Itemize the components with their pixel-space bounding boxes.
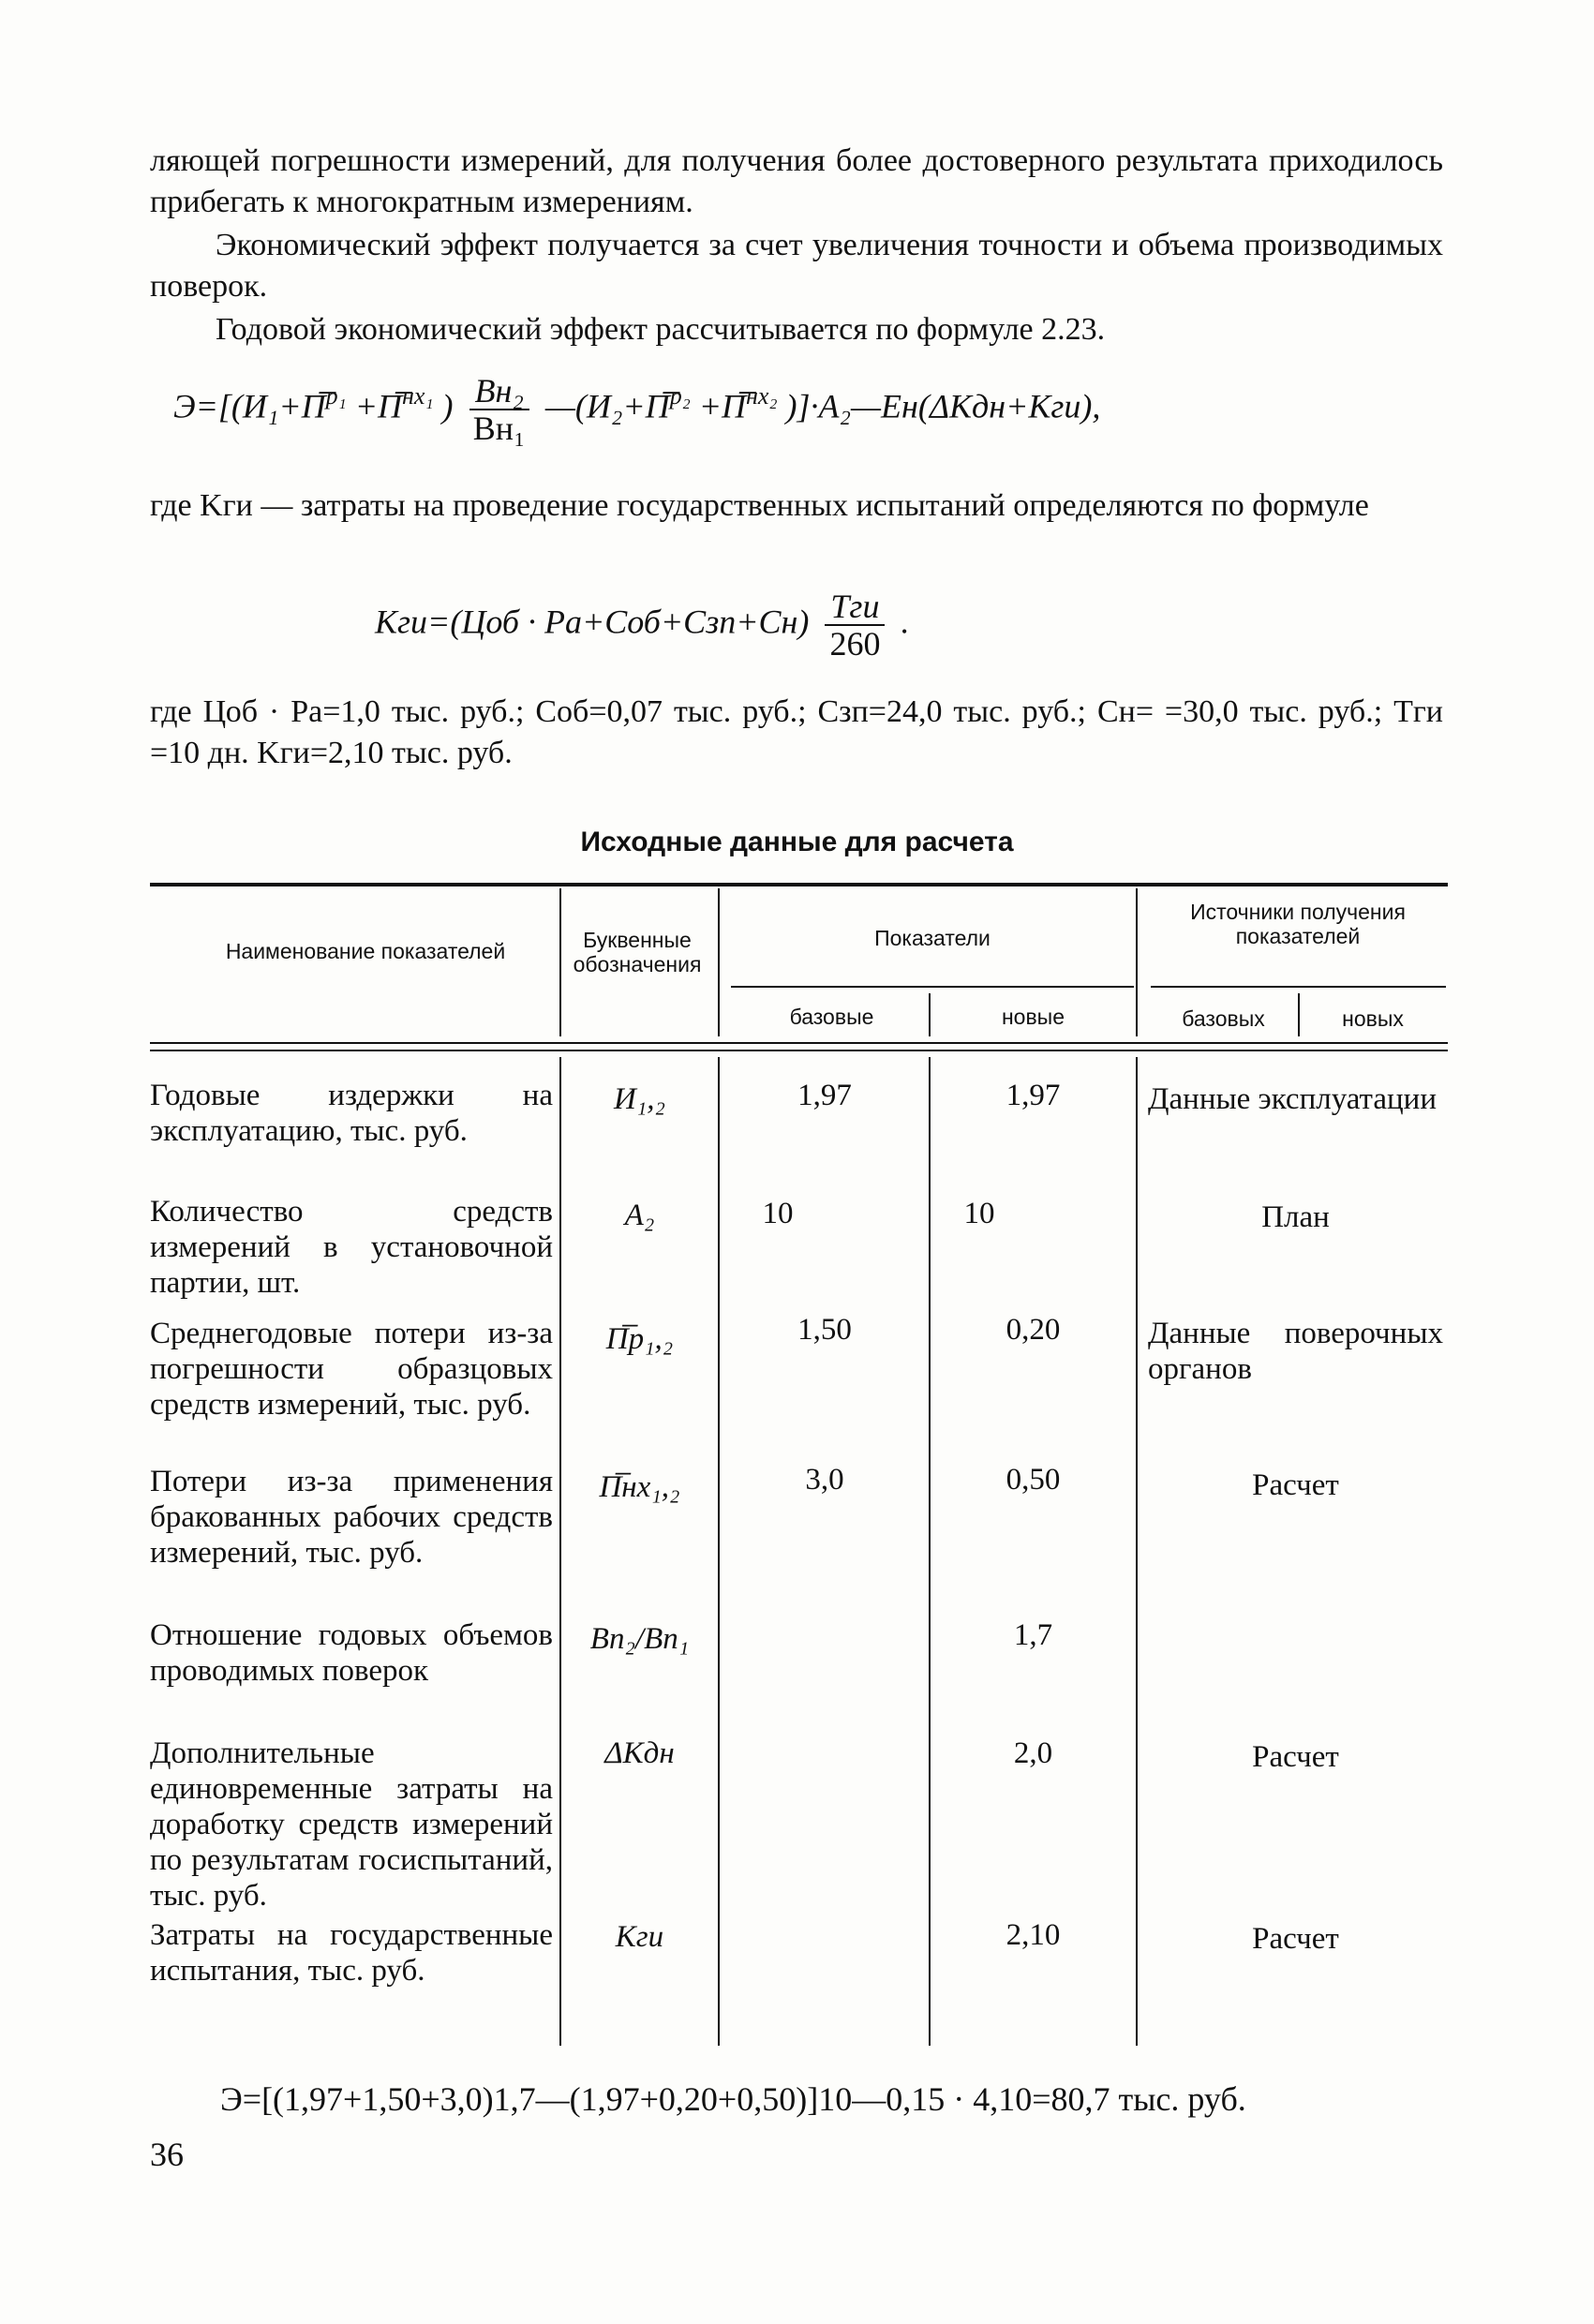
formula1-frac-den: Bн₁: [472, 410, 526, 447]
row-7-source: Расчет: [1252, 1922, 1339, 1956]
formula1-sup1: р₁: [325, 382, 347, 410]
row-1-name: Годовые издержки на эксплуатацию, тыс. руб.: [150, 1079, 553, 1148]
header-src-new: новых: [1342, 1006, 1404, 1031]
row-4-base: 3,0: [805, 1463, 844, 1497]
paragraph-3: Годовой экономический эффект рассчитывается по формуле 2.23.: [216, 312, 1106, 347]
formula-state-tests-cost: [375, 588, 909, 662]
row-1-new: 1,97: [1006, 1079, 1061, 1112]
row-4-new: 0,50: [1006, 1463, 1061, 1497]
row-6-new: 2,0: [1013, 1736, 1053, 1770]
formula1-part4: —(И₂+П̅: [544, 387, 670, 425]
row-5-name: Отношение годовых объемов проводимых поверок: [150, 1618, 553, 1688]
page-number: 36: [150, 2136, 184, 2173]
row-2-name: Количество средств измерений в установочной партии, шт.: [150, 1195, 553, 1300]
row-2-new: 10: [963, 1197, 995, 1230]
row-6-name: Дополнительные единовременные затраты на доработку средств измерений по результатам госиспытаний, тыс. руб.: [150, 1736, 553, 1913]
header-bottom-rule-1: [150, 1042, 1448, 1044]
formula1-part1: Э=[(И₁+П̅: [173, 387, 326, 425]
formula1-part6: )]·A₂—Eн(ΔKдн+Kги),: [785, 387, 1101, 425]
row-1-symbol: И₁,₂: [613, 1082, 666, 1116]
paragraph-4: где Kги — затраты на проведение государственных испытаний определяются по формуле: [150, 488, 1369, 523]
formula1-part5: +П̅: [698, 387, 747, 425]
header-src-base: базовых: [1182, 1006, 1265, 1031]
sources-subdivider: [1298, 993, 1300, 1036]
table-top-rule: [150, 883, 1448, 886]
formula1-part2: +П̅: [354, 387, 403, 425]
row-3-new: 0,20: [1006, 1313, 1061, 1347]
header-sources: Источники получения показателей: [1190, 900, 1406, 948]
row-2-symbol: A₂: [624, 1199, 655, 1232]
header-indicators: Показатели: [874, 926, 991, 950]
formula2-left: Kги=(Цоб · Pа+Cоб+Cзп+Cн): [375, 603, 810, 641]
row-5-symbol: Bп₂/Bп₁: [589, 1622, 690, 1656]
row-3-base: 1,50: [797, 1313, 852, 1347]
sources-subrule: [1151, 986, 1446, 988]
row-1-base: 1,97: [797, 1079, 852, 1112]
body-divider-4: [1136, 1057, 1138, 2046]
paragraph-5: где Цоб · Pа=1,0 тыс. руб.; Cоб=0,07 тыс. руб.; Cзп=24,0 тыс. руб.; Cн= =30,0 тыс. руб.; Tги =10 дн. Kги=2,10 тыс. руб.: [150, 694, 1443, 770]
paragraph-2: Экономический эффект получается за счет увеличения точности и объема производимых поверок.: [150, 228, 1443, 304]
indicators-subdivider: [929, 993, 931, 1036]
header-symbol: Буквенные обозначения: [573, 928, 702, 976]
table-caption: Исходные данные для расчета: [580, 827, 1014, 857]
formula1-sup2: нх₁: [402, 382, 434, 410]
paragraph-1: ляющей погрешности измерений, для получения более достоверного результата приходилось прибегать к многократным измерениям.: [150, 143, 1443, 219]
header-bottom-rule-2: [150, 1050, 1448, 1051]
row-7-new: 2,10: [1006, 1918, 1061, 1952]
formula-economic-effect: [173, 373, 1100, 446]
formula1-frac-num: Bн₂: [469, 373, 529, 410]
row-6-source: Расчет: [1252, 1740, 1339, 1774]
formula2-frac-num: Tги: [825, 588, 885, 626]
row-7-symbol: Kги: [615, 1920, 664, 1954]
result-formula: Э=[(1,97+1,50+3,0)1,7—(1,97+0,20+0,50)]10—0,15 · 4,10=80,7 тыс. руб.: [220, 2080, 1246, 2118]
header-base: базовые: [789, 1005, 874, 1029]
row-2-source: План: [1261, 1200, 1330, 1234]
body-divider-3: [929, 1057, 931, 2046]
row-6-symbol: ΔKдн: [604, 1736, 675, 1770]
body-divider-2: [718, 1057, 720, 2046]
row-4-name: Потери из-за применения бракованных рабочих средств измерений, тыс. руб.: [150, 1465, 553, 1570]
row-1-source: Данные эксплуатации: [1148, 1082, 1438, 1116]
header-divider-2: [718, 888, 720, 1036]
row-4-symbol: П̅нх₁,₂: [599, 1470, 680, 1504]
body-divider-1: [559, 1057, 561, 2046]
row-3-source: Данные поверочных органов: [1148, 1317, 1443, 1386]
header-new: новые: [1001, 1005, 1065, 1029]
row-2-base: 10: [762, 1197, 794, 1230]
header-divider-1: [559, 888, 561, 1036]
row-4-source: Расчет: [1252, 1468, 1339, 1502]
row-5-new: 1,7: [1013, 1618, 1053, 1652]
formula1-sup4: нх₂: [746, 382, 778, 410]
formula2-frac-den: 260: [829, 625, 881, 663]
formula1-fraction: [469, 373, 529, 446]
formula2-end: .: [901, 603, 910, 641]
row-3-name: Среднегодовые потери из-за погрешности образцовых средств измерений, тыс. руб.: [150, 1317, 553, 1422]
row-3-symbol: П̅р₁,₂: [605, 1322, 674, 1356]
header-divider-3: [1136, 888, 1138, 1036]
formula1-sup3: р₂: [669, 382, 691, 410]
formula1-part3: ): [441, 387, 454, 425]
header-name: Наименование показателей: [225, 939, 506, 963]
indicators-subrule: [731, 986, 1134, 988]
row-7-name: Затраты на государственные испытания, тыс. руб.: [150, 1918, 553, 1988]
formula2-fraction: [825, 588, 885, 662]
